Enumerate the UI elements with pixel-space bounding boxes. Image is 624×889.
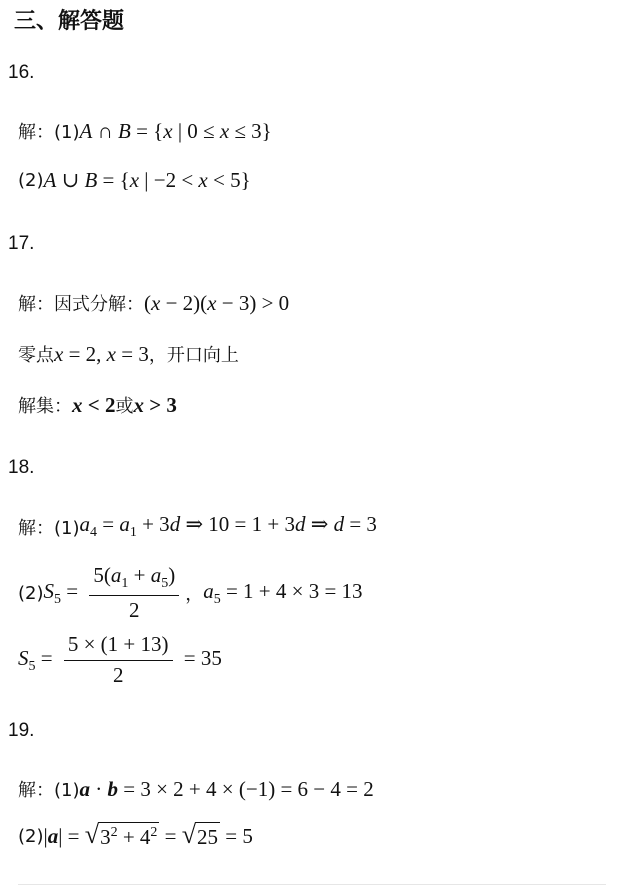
q19-line-2-math: |a| = √ $3^2 + 4^2$ = √ 25 = 5	[43, 820, 253, 849]
q19-line-2-prefix: (2)	[18, 825, 44, 847]
question-number-18: 18.	[8, 457, 35, 478]
q17-line-1-math: (x − 2)(x − 3) > 0	[144, 290, 290, 315]
q18-line-2-math: $S_5$ = $\frac{5(a_1 + a_5)}{2}$	[44, 563, 186, 623]
q16-line-1-math: A ∩ B = {x | 0 ≤ x ≤ 3}	[79, 118, 272, 143]
q18-line-1-prefix: 解：(1)	[18, 517, 80, 539]
q18-line-2-prefix: (2)	[18, 582, 44, 604]
q17-line-3	[18, 392, 177, 418]
q16-line-2	[18, 168, 251, 193]
question-number-19: 19.	[8, 720, 35, 741]
q17-line-3-math-b: x > 3	[133, 392, 177, 417]
q17-line-1-prefix: 解：因式分解：	[18, 294, 144, 315]
q18-fraction-sum: $\frac{5(a_1 + a_5)}{2}$	[89, 563, 179, 623]
q19-line-1	[18, 776, 374, 802]
q17-line-2-suffix: ，开口向上	[148, 345, 239, 366]
q18-fraction-result: $\frac{5 \times (1 + 13)}{2}$	[64, 632, 173, 688]
q17-line-2-prefix: 零点	[18, 345, 54, 366]
q17-line-3-math-a: x < 2	[72, 392, 116, 417]
q18-line-1-math: $a_4 = a_1 + 3d$ ⇒ 10 = 1 + 3d ⇒ d = 3	[79, 512, 377, 541]
q19-line-1-prefix: 解：(1)	[18, 780, 80, 801]
q18-line-3-math: $S_5$ = $\frac{5 \times (1 + 13)}{2}$ = 35	[18, 632, 222, 687]
q17-line-2-math: x = 2, x = 3	[54, 341, 149, 366]
q18-line-3	[18, 632, 222, 688]
q16-line-1	[18, 118, 272, 144]
sqrt-25: √ 25	[181, 820, 219, 849]
q19-line-1-math: a · b = 3 × 2 + 4 × (−1) = 6 − 4 = 2	[79, 776, 374, 801]
q19-line-2	[18, 822, 253, 850]
question-number-16: 16.	[8, 62, 35, 83]
q18-line-2-separator: ，	[185, 584, 204, 606]
q18-line-1	[18, 512, 377, 541]
q18-line-2	[18, 563, 363, 623]
q17-line-3-prefix: 解集：	[18, 396, 72, 417]
q17-line-1	[18, 290, 289, 316]
q16-line-2-math: A ∪ B = {x | −2 < x < 5}	[43, 168, 251, 192]
question-number-17: 17.	[8, 233, 35, 254]
q16-line-1-prefix: 解：(1)	[18, 122, 80, 143]
q17-line-2	[18, 341, 239, 367]
q17-line-3-middle: 或	[115, 396, 134, 417]
sqrt-sum-of-squares: √ $3^2 + 4^2$	[84, 820, 158, 849]
bottom-divider	[18, 884, 606, 885]
q16-line-2-prefix: (2)	[18, 170, 44, 191]
section-title: 三、解答题	[14, 9, 125, 34]
q18-line-2-math-b: $a_5 = 1 + 4 \times 3 = 13$	[203, 578, 363, 607]
